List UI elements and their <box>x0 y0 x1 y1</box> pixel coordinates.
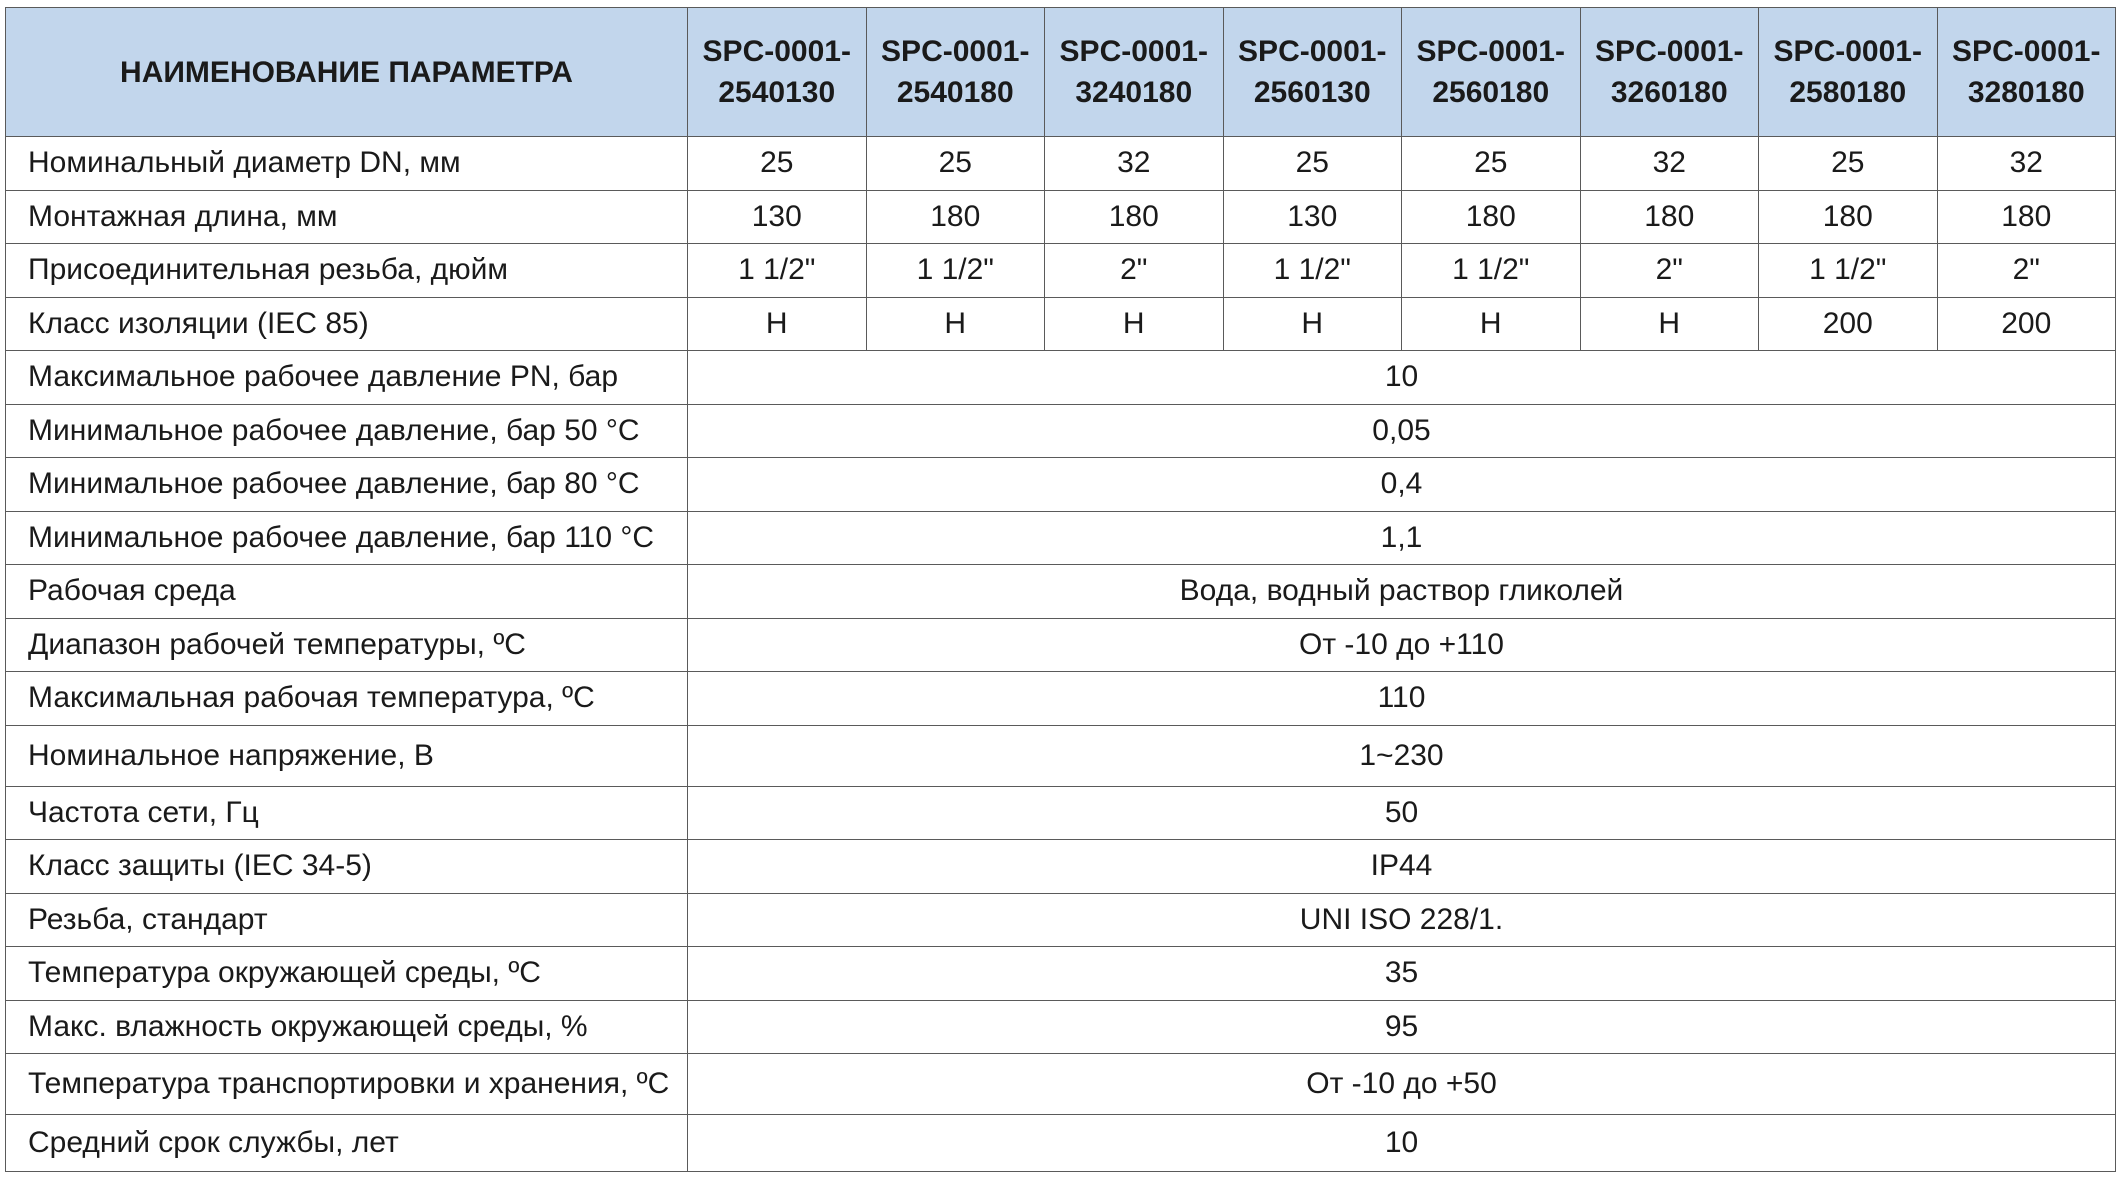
param-value: 180 <box>1580 190 1759 244</box>
table-row <box>6 840 2116 894</box>
param-value: 1 1/2" <box>866 244 1045 298</box>
table-row <box>6 893 2116 947</box>
param-value: 130 <box>1223 190 1402 244</box>
param-name: Минимальное рабочее давление, бар 80 °C <box>6 458 688 512</box>
param-value: 200 <box>1937 297 2116 351</box>
param-value: H <box>1223 297 1402 351</box>
param-value: 200 <box>1759 297 1938 351</box>
param-value: 2" <box>1045 244 1224 298</box>
param-name: Номинальный диаметр DN, мм <box>6 137 688 191</box>
param-value: 2" <box>1937 244 2116 298</box>
param-value: 1~230 <box>688 725 2116 786</box>
param-name: Максимальное рабочее давление PN, бар <box>6 351 688 405</box>
param-value: 25 <box>866 137 1045 191</box>
param-name: Минимальное рабочее давление, бар 110 °C <box>6 511 688 565</box>
param-value: 10 <box>688 1115 2116 1172</box>
table-row <box>6 1000 2116 1054</box>
param-value: 1 1/2" <box>1223 244 1402 298</box>
param-name: Частота сети, Гц <box>6 786 688 840</box>
header-model: SPC-0001- 3240180 <box>1045 8 1224 137</box>
param-value: 1 1/2" <box>1759 244 1938 298</box>
header-model: SPC-0001- 2560180 <box>1402 8 1581 137</box>
param-name: Рабочая среда <box>6 565 688 619</box>
header-model: SPC-0001- 2540130 <box>688 8 867 137</box>
param-value: 25 <box>1223 137 1402 191</box>
table-row <box>6 244 2116 298</box>
param-value: IP44 <box>688 840 2116 894</box>
table-row <box>6 190 2116 244</box>
param-value: H <box>1045 297 1224 351</box>
header-model: SPC-0001- 3260180 <box>1580 8 1759 137</box>
param-value: 1,1 <box>688 511 2116 565</box>
param-name: Класс защиты (IEC 34-5) <box>6 840 688 894</box>
param-name: Макс. влажность окружающей среды, % <box>6 1000 688 1054</box>
table-row <box>6 672 2116 726</box>
param-value: UNI ISO 228/1. <box>688 893 2116 947</box>
param-value: 1 1/2" <box>1402 244 1581 298</box>
param-value: 25 <box>1759 137 1938 191</box>
param-value: 180 <box>1402 190 1581 244</box>
param-value: H <box>866 297 1045 351</box>
param-value: 50 <box>688 786 2116 840</box>
param-value: 130 <box>688 190 867 244</box>
param-value: 1 1/2" <box>688 244 867 298</box>
param-name: Диапазон рабочей температуры, ºC <box>6 618 688 672</box>
table-row <box>6 297 2116 351</box>
param-value: 25 <box>1402 137 1581 191</box>
param-name: Температура окружающей среды, ºC <box>6 947 688 1001</box>
param-name: Минимальное рабочее давление, бар 50 °C <box>6 404 688 458</box>
param-name: Резьба, стандарт <box>6 893 688 947</box>
param-value: 2" <box>1580 244 1759 298</box>
table-row <box>6 351 2116 405</box>
param-name: Номинальное напряжение, В <box>6 725 688 786</box>
spec-table <box>5 7 2116 1172</box>
param-name: Монтажная длина, мм <box>6 190 688 244</box>
param-value: 25 <box>688 137 867 191</box>
param-value: 32 <box>1045 137 1224 191</box>
param-value: H <box>1402 297 1581 351</box>
param-name: Температура транспортировки и хранения, ºC <box>6 1054 688 1115</box>
param-value: 0,05 <box>688 404 2116 458</box>
table-row <box>6 786 2116 840</box>
param-value: 180 <box>1759 190 1938 244</box>
table-row <box>6 404 2116 458</box>
table-body <box>6 137 2116 1172</box>
param-value: 32 <box>1937 137 2116 191</box>
param-value: 10 <box>688 351 2116 405</box>
header-model: SPC-0001- 3280180 <box>1937 8 2116 137</box>
header-row <box>6 8 2116 137</box>
header-model: SPC-0001- 2540180 <box>866 8 1045 137</box>
table-row <box>6 1115 2116 1172</box>
param-value: H <box>688 297 867 351</box>
param-name: Присоединительная резьба, дюйм <box>6 244 688 298</box>
param-value: Вода, водный раствор гликолей <box>688 565 2116 619</box>
param-name: Класс изоляции (IEC 85) <box>6 297 688 351</box>
spec-table-container <box>5 7 2116 1172</box>
param-value: 180 <box>866 190 1045 244</box>
param-value: 180 <box>1045 190 1224 244</box>
param-value: 110 <box>688 672 2116 726</box>
table-row <box>6 137 2116 191</box>
table-row <box>6 458 2116 512</box>
table-row <box>6 1054 2116 1115</box>
param-value: 95 <box>688 1000 2116 1054</box>
param-value: 32 <box>1580 137 1759 191</box>
header-param: НАИМЕНОВАНИЕ ПАРАМЕТРА <box>6 8 688 137</box>
param-name: Максимальная рабочая температура, ºC <box>6 672 688 726</box>
param-value: 35 <box>688 947 2116 1001</box>
param-value: От -10 до +50 <box>688 1054 2116 1115</box>
table-row <box>6 725 2116 786</box>
param-value: 180 <box>1937 190 2116 244</box>
table-row <box>6 618 2116 672</box>
param-name: Средний срок службы, лет <box>6 1115 688 1172</box>
table-row <box>6 511 2116 565</box>
table-row <box>6 947 2116 1001</box>
param-value: 0,4 <box>688 458 2116 512</box>
param-value: H <box>1580 297 1759 351</box>
table-row <box>6 565 2116 619</box>
param-value: От -10 до +110 <box>688 618 2116 672</box>
header-model: SPC-0001- 2580180 <box>1759 8 1938 137</box>
header-model: SPC-0001- 2560130 <box>1223 8 1402 137</box>
